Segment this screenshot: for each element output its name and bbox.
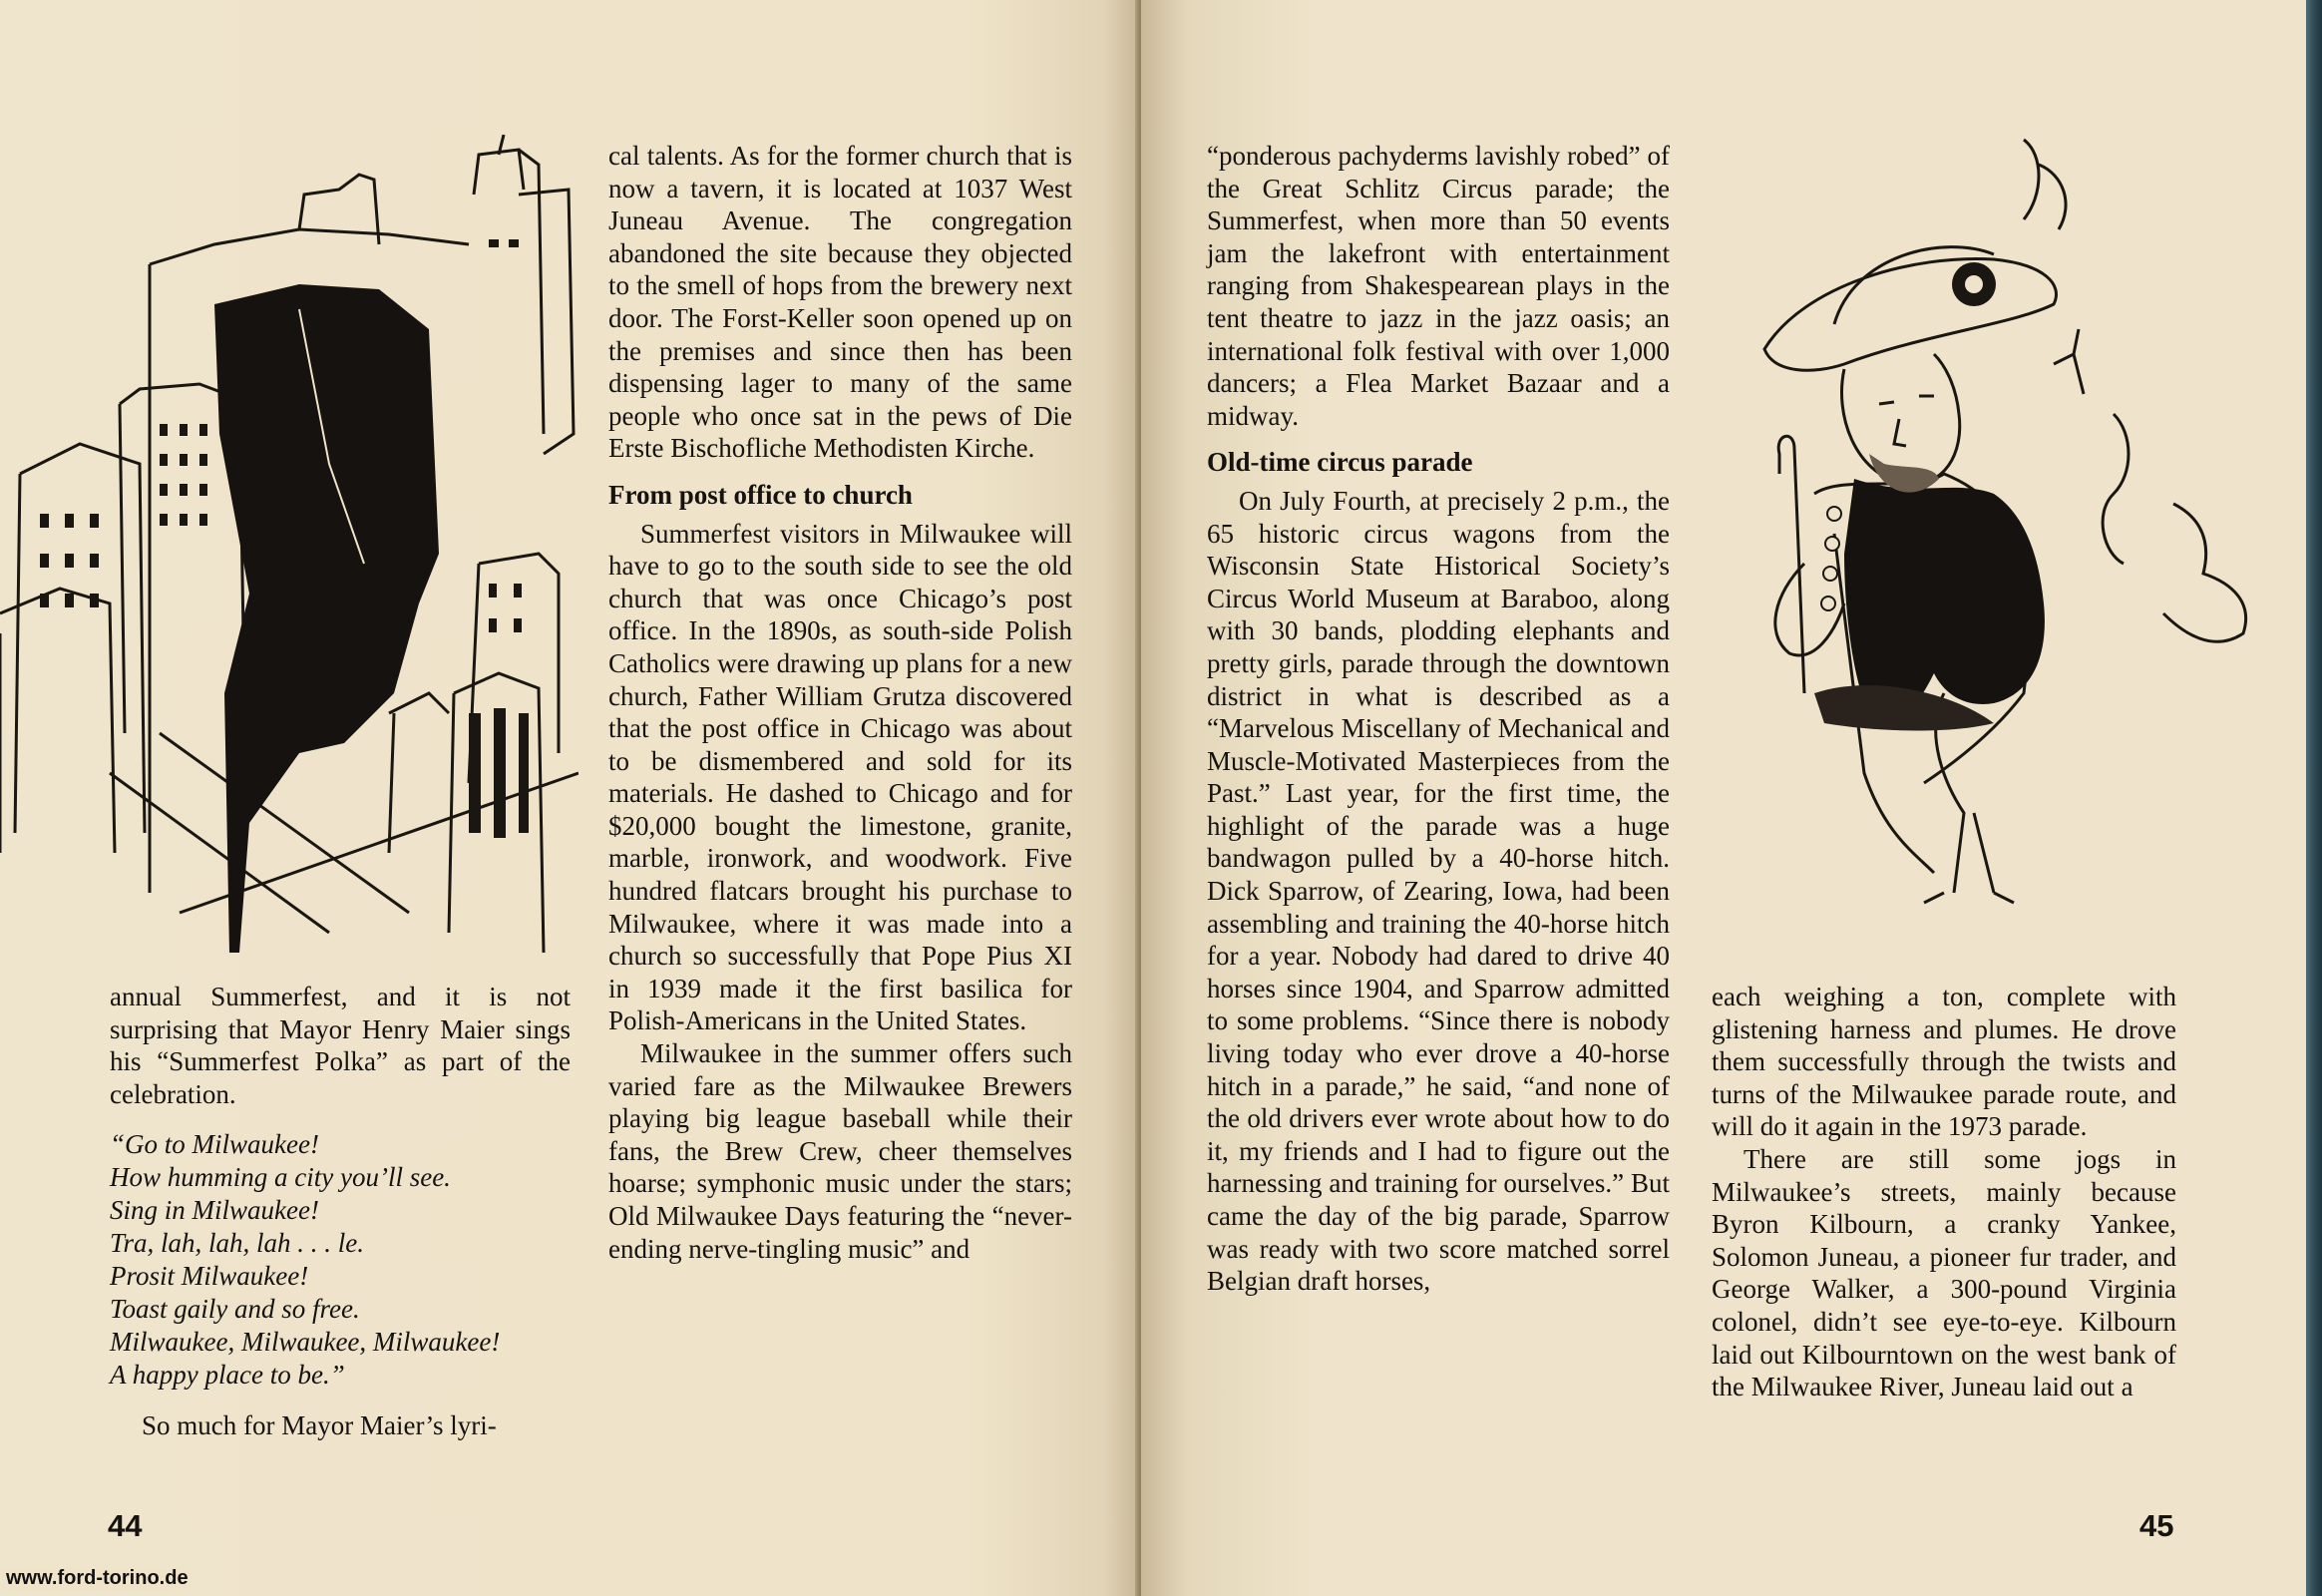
circus-performer-illustration <box>1695 135 2273 963</box>
verse-line: “Go to Milwaukee! <box>110 1129 319 1160</box>
paragraph: So much for Mayor Maier’s lyri- <box>142 1410 497 1441</box>
page-number: 44 <box>108 1508 143 1543</box>
page-number: 45 <box>2139 1508 2174 1543</box>
polka-verse <box>110 1128 571 1392</box>
verse-line: Sing in Milwaukee! <box>110 1195 319 1226</box>
cover-edge <box>2306 0 2322 1596</box>
left-page <box>0 0 1137 1596</box>
left-column-1 <box>110 981 571 1442</box>
verse-line: How humming a city you’ll see. <box>110 1162 451 1193</box>
paragraph: On July Fourth, at precisely 2 p.m., the 65 historic circus wagons from the Wisconsin State Historical Society’s Circus World Museum at Baraboo, along with 30 bands, plodding elephants and pretty girls, parade through the downtown district in what is described as a “Marvelous Miscellany of Mechanical and Muscle-Motivated Masterpieces from the Past.” Last year, for the first time, the highlight of the parade was a huge bandwagon pulled by a 40-horse hitch. Dick Sparrow, of Zearing, Iowa, had been assembling and training the 40-horse hitch for a year. Nobody had dared to drive 40 horses since 1904, and Sparrow admitted to some problems. “Since there is nobody living today who ever drove a 40-horse hitch in a parade,” he said, “and none of the old drivers ever wrote about how to do it, my friends and I had to figure out the harnessing and training for ourselves.” But came the day of the big parade, Sparrow was ready with two score matched sorrel Belgian draft horses, <box>1207 485 1670 1297</box>
paragraph: “ponderous pachyderms lavishly robed” of the Great Schlitz Circus parade; the Summerfest, when more than 50 events jam the lakefront with entertainment ranging from Shakespearean plays in the tent theatre to jazz in the jazz oasis; an international folk festival with over 1,000 dancers; a Flea Market Bazaar and a midway. <box>1207 141 1670 431</box>
verse-line: A happy place to be.” <box>110 1360 345 1391</box>
paragraph: Milwaukee in the summer offers such varied fare as the Milwaukee Brewers playing big league baseball while their fans, the Brew Crew, cheer themselves hoarse; symphonic music under the stars; Old Milwaukee Days featuring the “never-ending nerve-tingling music” and <box>608 1038 1072 1264</box>
paragraph: cal talents. As for the former church that is now a tavern, it is located at 1037 West Juneau Avenue. The congregation abandoned the site because they objected to the smell of hops from the brewery next door. The Forst-Keller soon opened up on the premises and since then has been dispensing lager to many of the same people who once sat in the pews of Die Erste Bischofliche Methodisten Kirche. <box>608 141 1072 464</box>
verse-line: Prosit Milwaukee! <box>110 1261 309 1292</box>
city-skyline-illustration <box>0 135 579 953</box>
paragraph: There are still some jogs in Milwaukee’s streets, mainly because Byron Kilbourn, a cranky Yankee, Solomon Juneau, a pioneer fur trader, and George Walker, a 300-pound Virginia colonel, didn’t see eye-to-eye. Kilbourn laid out Kilbourntown on the west bank of the Milwaukee River, Juneau laid out a <box>1712 1143 2176 1402</box>
right-column-1 <box>1207 140 1670 1298</box>
verse-line: Toast gaily and so free. <box>110 1294 360 1325</box>
watermark: www.ford-torino.de <box>2 1567 193 1590</box>
verse-line: Tra, lah, lah, lah . . . le. <box>110 1228 365 1259</box>
left-column-2 <box>608 140 1072 1265</box>
paragraph: each weighing a ton, complete with glistening harness and plumes. He drove them successfully through the twists and turns of the Milwaukee parade route, and will do it again in the 1973 parade. <box>1712 982 2176 1142</box>
right-column-2 <box>1712 981 2176 1403</box>
section-heading: From post office to church <box>608 479 913 510</box>
right-page <box>1141 0 2306 1596</box>
verse-line: Milwaukee, Milwaukee, Milwaukee! <box>110 1327 501 1358</box>
paragraph: Summerfest visitors in Milwaukee will have to go to the south side to see the old church that was once Chicago’s post office. In the 1890s, as south-side Polish Catholics were drawing up plans for a new church, Father William Grutza discovered that the post office in Chicago was about to be dismembered and sold for its materials. He dashed to Chicago and for $20,000 bought the limestone, granite, marble, ironwork, and woodwork. Five hundred flatcars brought his purchase to Milwaukee, where it was made into a church so successfully that Pope Pius XI in 1939 made it the first basilica for Polish-Americans in the United States. <box>608 518 1072 1036</box>
paragraph: annual Summerfest, and it is not surprising that Mayor Henry Maier sings his “Summerfest Polka” as part of the celebration. <box>110 982 571 1109</box>
section-heading: Old-time circus parade <box>1207 447 1473 478</box>
